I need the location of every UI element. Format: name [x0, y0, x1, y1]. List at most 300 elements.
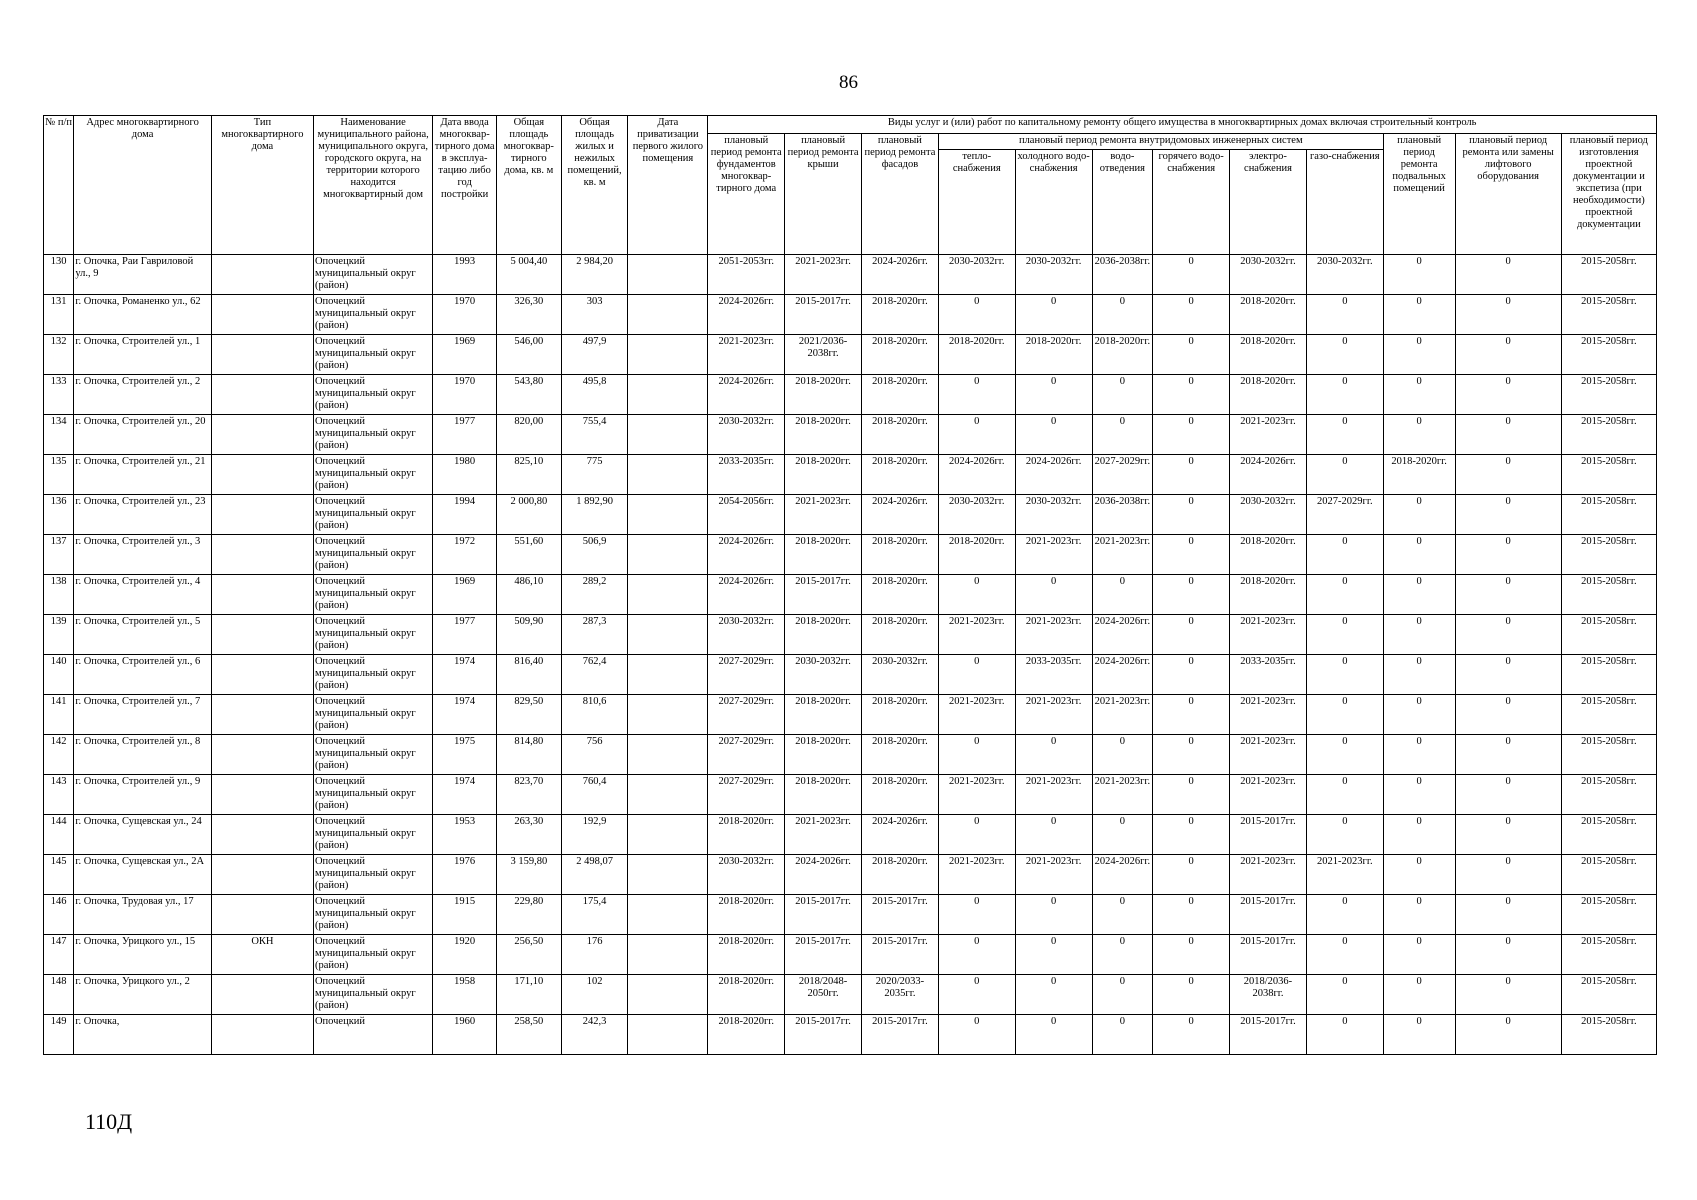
cell-foundation: 2027-2029гг.: [708, 775, 785, 815]
table-row: [44, 455, 1657, 495]
cell-sewer: 2024-2026гг.: [1092, 855, 1153, 895]
cell-cold-water: 0: [1015, 895, 1092, 935]
cell-privatization: [628, 415, 708, 455]
cell-year: 1974: [433, 775, 497, 815]
cell-hot-water: 0: [1153, 575, 1230, 615]
cell-sewer: 0: [1092, 1015, 1153, 1055]
cell-heat: 0: [938, 415, 1015, 455]
cell-design-docs: 2015-2058гг.: [1561, 455, 1656, 495]
cell-foundation: 2027-2029гг.: [708, 695, 785, 735]
cell-facade: 2015-2017гг.: [862, 1015, 939, 1055]
cell-gas: 0: [1306, 455, 1383, 495]
cell-address: г. Опочка, Сущевская ул., 24: [74, 815, 212, 855]
cell-total-area: 829,50: [496, 695, 561, 735]
cell-basement: 0: [1383, 375, 1455, 415]
cell-gas: 0: [1306, 535, 1383, 575]
cell-basement: 0: [1383, 1015, 1455, 1055]
cell-facade: 2018-2020гг.: [862, 415, 939, 455]
cell-elevator: 0: [1455, 335, 1561, 375]
cell-living-area: 2 984,20: [561, 255, 628, 295]
cell-year: 1970: [433, 375, 497, 415]
cell-cold-water: 0: [1015, 575, 1092, 615]
cell-roof: 2018-2020гг.: [785, 535, 862, 575]
cell-heat: 0: [938, 975, 1015, 1015]
cell-year: 1958: [433, 975, 497, 1015]
cell-design-docs: 2015-2058гг.: [1561, 655, 1656, 695]
table-row: [44, 335, 1657, 375]
cell-hot-water: 0: [1153, 735, 1230, 775]
cell-total-area: 825,10: [496, 455, 561, 495]
cell-district: Опочецкий муниципальный округ (район): [313, 455, 432, 495]
cell-type: [211, 815, 313, 855]
cell-hot-water: 0: [1153, 375, 1230, 415]
cell-living-area: 175,4: [561, 895, 628, 935]
header-commission-date: Дата ввода многоквар-тирного дома в эксплуа-тацию либо год постройки: [433, 116, 497, 255]
cell-elevator: 0: [1455, 455, 1561, 495]
cell-cold-water: 2021-2023гг.: [1015, 615, 1092, 655]
cell-address: г. Опочка, Строителей ул., 8: [74, 735, 212, 775]
header-foundation: плановый период ремонта фундаментов многоквар-тирного дома: [708, 134, 785, 255]
cell-year: 1993: [433, 255, 497, 295]
cell-sewer: 2024-2026гг.: [1092, 615, 1153, 655]
cell-basement: 0: [1383, 255, 1455, 295]
cell-hot-water: 0: [1153, 295, 1230, 335]
header-living-area: Общая площадь жилых и нежилых помещений, кв. м: [561, 116, 628, 255]
cell-total-area: 551,60: [496, 535, 561, 575]
header-gas: газо-снабжения: [1306, 150, 1383, 255]
cell-district: Опочецкий: [313, 1015, 432, 1055]
cell-foundation: 2018-2020гг.: [708, 935, 785, 975]
cell-cold-water: 0: [1015, 735, 1092, 775]
cell-privatization: [628, 255, 708, 295]
cell-facade: 2018-2020гг.: [862, 375, 939, 415]
cell-heat: 0: [938, 1015, 1015, 1055]
cell-type: ОКН: [211, 935, 313, 975]
cell-heat: 2030-2032гг.: [938, 255, 1015, 295]
cell-type: [211, 895, 313, 935]
cell-cold-water: 2021-2023гг.: [1015, 855, 1092, 895]
cell-type: [211, 455, 313, 495]
cell-elevator: 0: [1455, 615, 1561, 655]
cell-hot-water: 0: [1153, 1015, 1230, 1055]
cell-facade: 2018-2020гг.: [862, 775, 939, 815]
cell-electric: 2030-2032гг.: [1230, 255, 1307, 295]
cell-heat: 0: [938, 375, 1015, 415]
cell-cold-water: 0: [1015, 375, 1092, 415]
cell-facade: 2030-2032гг.: [862, 655, 939, 695]
cell-elevator: 0: [1455, 415, 1561, 455]
cell-privatization: [628, 575, 708, 615]
table-row: [44, 375, 1657, 415]
cell-facade: 2018-2020гг.: [862, 455, 939, 495]
cell-roof: 2018-2020гг.: [785, 695, 862, 735]
cell-district: Опочецкий муниципальный округ (район): [313, 895, 432, 935]
cell-district: Опочецкий муниципальный округ (район): [313, 295, 432, 335]
cell-basement: 0: [1383, 295, 1455, 335]
cell-basement: 0: [1383, 855, 1455, 895]
cell-foundation: 2018-2020гг.: [708, 895, 785, 935]
cell-hot-water: 0: [1153, 695, 1230, 735]
header-hot-water: горячего водо-снабжения: [1153, 150, 1230, 255]
cell-roof: 2018-2020гг.: [785, 415, 862, 455]
cell-electric: 2018/2036-2038гг.: [1230, 975, 1307, 1015]
cell-facade: 2024-2026гг.: [862, 255, 939, 295]
cell-hot-water: 0: [1153, 415, 1230, 455]
cell-cold-water: 0: [1015, 815, 1092, 855]
cell-foundation: 2021-2023гг.: [708, 335, 785, 375]
cell-living-area: 497,9: [561, 335, 628, 375]
cell-num: 135: [44, 455, 74, 495]
cell-living-area: 287,3: [561, 615, 628, 655]
cell-year: 1975: [433, 735, 497, 775]
cell-type: [211, 855, 313, 895]
cell-sewer: 0: [1092, 295, 1153, 335]
cell-sewer: 2027-2029гг.: [1092, 455, 1153, 495]
cell-type: [211, 335, 313, 375]
cell-electric: 2024-2026гг.: [1230, 455, 1307, 495]
cell-district: Опочецкий муниципальный округ (район): [313, 655, 432, 695]
cell-foundation: 2033-2035гг.: [708, 455, 785, 495]
cell-living-area: 755,4: [561, 415, 628, 455]
cell-roof: 2015-2017гг.: [785, 295, 862, 335]
cell-electric: 2018-2020гг.: [1230, 535, 1307, 575]
cell-gas: 0: [1306, 735, 1383, 775]
cell-hot-water: 0: [1153, 935, 1230, 975]
cell-hot-water: 0: [1153, 895, 1230, 935]
cell-design-docs: 2015-2058гг.: [1561, 855, 1656, 895]
table-header: [44, 116, 1657, 255]
table-row: [44, 815, 1657, 855]
cell-elevator: 0: [1455, 815, 1561, 855]
cell-facade: 2024-2026гг.: [862, 495, 939, 535]
cell-heat: 0: [938, 815, 1015, 855]
cell-district: Опочецкий муниципальный округ (район): [313, 695, 432, 735]
cell-privatization: [628, 975, 708, 1015]
cell-roof: 2018-2020гг.: [785, 735, 862, 775]
cell-privatization: [628, 895, 708, 935]
cell-living-area: 810,6: [561, 695, 628, 735]
cell-roof: 2021-2023гг.: [785, 815, 862, 855]
cell-elevator: 0: [1455, 895, 1561, 935]
cell-facade: 2018-2020гг.: [862, 575, 939, 615]
cell-year: 1972: [433, 535, 497, 575]
cell-total-area: 5 004,40: [496, 255, 561, 295]
cell-foundation: 2030-2032гг.: [708, 615, 785, 655]
header-sewer: водо-отведения: [1092, 150, 1153, 255]
cell-hot-water: 0: [1153, 655, 1230, 695]
cell-elevator: 0: [1455, 735, 1561, 775]
header-basement: плановый период ремонта подвальных помещений: [1383, 134, 1455, 255]
cell-elevator: 0: [1455, 655, 1561, 695]
table-row: [44, 695, 1657, 735]
cell-elevator: 0: [1455, 775, 1561, 815]
header-elevator: плановый период ремонта или замены лифтового оборудования: [1455, 134, 1561, 255]
header-num: № п/п: [44, 116, 74, 255]
cell-hot-water: 0: [1153, 255, 1230, 295]
cell-electric: 2015-2017гг.: [1230, 895, 1307, 935]
cell-foundation: 2024-2026гг.: [708, 575, 785, 615]
cell-privatization: [628, 855, 708, 895]
cell-district: Опочецкий муниципальный округ (район): [313, 535, 432, 575]
cell-heat: 0: [938, 735, 1015, 775]
cell-basement: 0: [1383, 335, 1455, 375]
cell-facade: 2018-2020гг.: [862, 735, 939, 775]
cell-gas: 0: [1306, 375, 1383, 415]
cell-district: Опочецкий муниципальный округ (район): [313, 335, 432, 375]
cell-hot-water: 0: [1153, 775, 1230, 815]
cell-num: 144: [44, 815, 74, 855]
cell-foundation: 2024-2026гг.: [708, 535, 785, 575]
table-row: [44, 935, 1657, 975]
cell-basement: 0: [1383, 655, 1455, 695]
cell-living-area: 506,9: [561, 535, 628, 575]
cell-gas: 2021-2023гг.: [1306, 855, 1383, 895]
cell-year: 1974: [433, 655, 497, 695]
page-number: 86: [839, 72, 858, 93]
header-type: Тип многоквартирного дома: [211, 116, 313, 255]
cell-total-area: 258,50: [496, 1015, 561, 1055]
cell-privatization: [628, 735, 708, 775]
cell-num: 145: [44, 855, 74, 895]
cell-type: [211, 255, 313, 295]
cell-num: 138: [44, 575, 74, 615]
cell-basement: 0: [1383, 895, 1455, 935]
cell-electric: 2021-2023гг.: [1230, 855, 1307, 895]
table-row: [44, 735, 1657, 775]
cell-living-area: 775: [561, 455, 628, 495]
header-district: Наименование муниципального района, муниципального округа, городского округа, на территории которого находится многоквартирный дом: [313, 116, 432, 255]
cell-district: Опочецкий муниципальный округ (район): [313, 415, 432, 455]
cell-foundation: 2051-2053гг.: [708, 255, 785, 295]
cell-gas: 0: [1306, 1015, 1383, 1055]
cell-hot-water: 0: [1153, 455, 1230, 495]
cell-design-docs: 2015-2058гг.: [1561, 295, 1656, 335]
cell-type: [211, 615, 313, 655]
table-row: [44, 775, 1657, 815]
cell-num: 142: [44, 735, 74, 775]
cell-hot-water: 0: [1153, 855, 1230, 895]
cell-roof: 2021/2036-2038гг.: [785, 335, 862, 375]
cell-sewer: 2036-2038гг.: [1092, 495, 1153, 535]
cell-roof: 2018/2048-2050гг.: [785, 975, 862, 1015]
cell-cold-water: 2024-2026гг.: [1015, 455, 1092, 495]
cell-num: 131: [44, 295, 74, 335]
cell-electric: 2018-2020гг.: [1230, 375, 1307, 415]
cell-design-docs: 2015-2058гг.: [1561, 695, 1656, 735]
cell-elevator: 0: [1455, 695, 1561, 735]
cell-basement: 0: [1383, 695, 1455, 735]
header-facade: плановый период ремонта фасадов: [862, 134, 939, 255]
cell-address: г. Опочка, Строителей ул., 7: [74, 695, 212, 735]
cell-total-area: 814,80: [496, 735, 561, 775]
cell-elevator: 0: [1455, 535, 1561, 575]
table-row: [44, 495, 1657, 535]
table-row: [44, 855, 1657, 895]
cell-address: г. Опочка, Строителей ул., 23: [74, 495, 212, 535]
cell-privatization: [628, 775, 708, 815]
cell-gas: 0: [1306, 815, 1383, 855]
table-row: [44, 655, 1657, 695]
cell-electric: 2021-2023гг.: [1230, 615, 1307, 655]
cell-type: [211, 775, 313, 815]
cell-district: Опочецкий муниципальный округ (район): [313, 495, 432, 535]
cell-elevator: 0: [1455, 255, 1561, 295]
cell-gas: 0: [1306, 935, 1383, 975]
cell-cold-water: 0: [1015, 295, 1092, 335]
cell-type: [211, 295, 313, 335]
table-row: [44, 415, 1657, 455]
cell-design-docs: 2015-2058гг.: [1561, 815, 1656, 855]
cell-total-area: 823,70: [496, 775, 561, 815]
cell-total-area: 3 159,80: [496, 855, 561, 895]
cell-basement: 0: [1383, 815, 1455, 855]
cell-living-area: 192,9: [561, 815, 628, 855]
cell-facade: 2018-2020гг.: [862, 615, 939, 655]
cell-basement: 0: [1383, 535, 1455, 575]
cell-roof: 2015-2017гг.: [785, 1015, 862, 1055]
cell-total-area: 486,10: [496, 575, 561, 615]
cell-foundation: 2054-2056гг.: [708, 495, 785, 535]
cell-address: г. Опочка, Строителей ул., 3: [74, 535, 212, 575]
cell-facade: 2015-2017гг.: [862, 895, 939, 935]
cell-design-docs: 2015-2058гг.: [1561, 255, 1656, 295]
header-privatization-date: Дата приватизации первого жилого помещения: [628, 116, 708, 255]
cell-elevator: 0: [1455, 975, 1561, 1015]
cell-num: 147: [44, 935, 74, 975]
cell-gas: 0: [1306, 655, 1383, 695]
cell-elevator: 0: [1455, 295, 1561, 335]
cell-total-area: 326,30: [496, 295, 561, 335]
cell-electric: 2021-2023гг.: [1230, 735, 1307, 775]
cell-sewer: 0: [1092, 735, 1153, 775]
header-design-docs: плановый период изготовления проектной документации и экспетиза (при необходимости) проектной документации: [1561, 134, 1656, 255]
cell-facade: 2018-2020гг.: [862, 535, 939, 575]
cell-type: [211, 975, 313, 1015]
cell-elevator: 0: [1455, 1015, 1561, 1055]
cell-address: г. Опочка,: [74, 1015, 212, 1055]
cell-foundation: 2030-2032гг.: [708, 855, 785, 895]
cell-electric: 2033-2035гг.: [1230, 655, 1307, 695]
cell-num: 143: [44, 775, 74, 815]
cell-basement: 2018-2020гг.: [1383, 455, 1455, 495]
cell-living-area: 495,8: [561, 375, 628, 415]
cell-living-area: 289,2: [561, 575, 628, 615]
cell-foundation: 2027-2029гг.: [708, 735, 785, 775]
cell-hot-water: 0: [1153, 815, 1230, 855]
cell-year: 1977: [433, 415, 497, 455]
table-row: [44, 895, 1657, 935]
cell-address: г. Опочка, Строителей ул., 6: [74, 655, 212, 695]
cell-cold-water: 2021-2023гг.: [1015, 535, 1092, 575]
cell-elevator: 0: [1455, 495, 1561, 535]
cell-year: 1974: [433, 695, 497, 735]
cell-district: Опочецкий муниципальный округ (район): [313, 935, 432, 975]
cell-living-area: 2 498,07: [561, 855, 628, 895]
cell-living-area: 102: [561, 975, 628, 1015]
cell-design-docs: 2015-2058гг.: [1561, 1015, 1656, 1055]
cell-design-docs: 2015-2058гг.: [1561, 975, 1656, 1015]
cell-privatization: [628, 935, 708, 975]
cell-gas: 0: [1306, 695, 1383, 735]
cell-roof: 2030-2032гг.: [785, 655, 862, 695]
cell-foundation: 2027-2029гг.: [708, 655, 785, 695]
cell-year: 1970: [433, 295, 497, 335]
cell-electric: 2018-2020гг.: [1230, 295, 1307, 335]
cell-living-area: 1 892,90: [561, 495, 628, 535]
cell-total-area: 820,00: [496, 415, 561, 455]
header-roof: плановый период ремонта крыши: [785, 134, 862, 255]
cell-design-docs: 2015-2058гг.: [1561, 535, 1656, 575]
cell-foundation: 2018-2020гг.: [708, 975, 785, 1015]
cell-roof: 2015-2017гг.: [785, 575, 862, 615]
cell-privatization: [628, 655, 708, 695]
cell-basement: 0: [1383, 775, 1455, 815]
cell-district: Опочецкий муниципальный округ (район): [313, 615, 432, 655]
cell-basement: 0: [1383, 575, 1455, 615]
cell-total-area: 256,50: [496, 935, 561, 975]
cell-cold-water: 2030-2032гг.: [1015, 495, 1092, 535]
cell-total-area: 816,40: [496, 655, 561, 695]
cell-sewer: 2024-2026гг.: [1092, 655, 1153, 695]
capital-repair-table: [43, 115, 1657, 1055]
cell-type: [211, 655, 313, 695]
cell-hot-water: 0: [1153, 975, 1230, 1015]
cell-roof: 2018-2020гг.: [785, 455, 862, 495]
cell-elevator: 0: [1455, 855, 1561, 895]
cell-cold-water: 2021-2023гг.: [1015, 695, 1092, 735]
cell-type: [211, 415, 313, 455]
cell-gas: 0: [1306, 615, 1383, 655]
cell-basement: 0: [1383, 615, 1455, 655]
cell-heat: 0: [938, 655, 1015, 695]
cell-heat: 2030-2032гг.: [938, 495, 1015, 535]
cell-living-area: 756: [561, 735, 628, 775]
cell-heat: 0: [938, 935, 1015, 975]
cell-district: Опочецкий муниципальный округ (район): [313, 775, 432, 815]
cell-roof: 2021-2023гг.: [785, 255, 862, 295]
cell-district: Опочецкий муниципальный округ (район): [313, 375, 432, 415]
cell-num: 146: [44, 895, 74, 935]
cell-gas: 0: [1306, 335, 1383, 375]
cell-basement: 0: [1383, 415, 1455, 455]
cell-type: [211, 535, 313, 575]
cell-privatization: [628, 375, 708, 415]
cell-basement: 0: [1383, 735, 1455, 775]
cell-design-docs: 2015-2058гг.: [1561, 895, 1656, 935]
cell-gas: 0: [1306, 575, 1383, 615]
cell-district: Опочецкий муниципальный округ (район): [313, 815, 432, 855]
cell-cold-water: 0: [1015, 415, 1092, 455]
header-heat: тепло-снабжения: [938, 150, 1015, 255]
cell-heat: 0: [938, 295, 1015, 335]
cell-gas: 2027-2029гг.: [1306, 495, 1383, 535]
footer-code: 110Д: [85, 1109, 133, 1134]
cell-year: 1969: [433, 335, 497, 375]
cell-basement: 0: [1383, 935, 1455, 975]
cell-privatization: [628, 615, 708, 655]
cell-num: 148: [44, 975, 74, 1015]
cell-sewer: 2021-2023гг.: [1092, 775, 1153, 815]
cell-sewer: 0: [1092, 895, 1153, 935]
table-body: [44, 255, 1657, 1055]
cell-electric: 2015-2017гг.: [1230, 815, 1307, 855]
cell-cold-water: 2033-2035гг.: [1015, 655, 1092, 695]
cell-living-area: 762,4: [561, 655, 628, 695]
cell-design-docs: 2015-2058гг.: [1561, 375, 1656, 415]
cell-gas: 0: [1306, 975, 1383, 1015]
cell-foundation: 2024-2026гг.: [708, 375, 785, 415]
cell-num: 134: [44, 415, 74, 455]
